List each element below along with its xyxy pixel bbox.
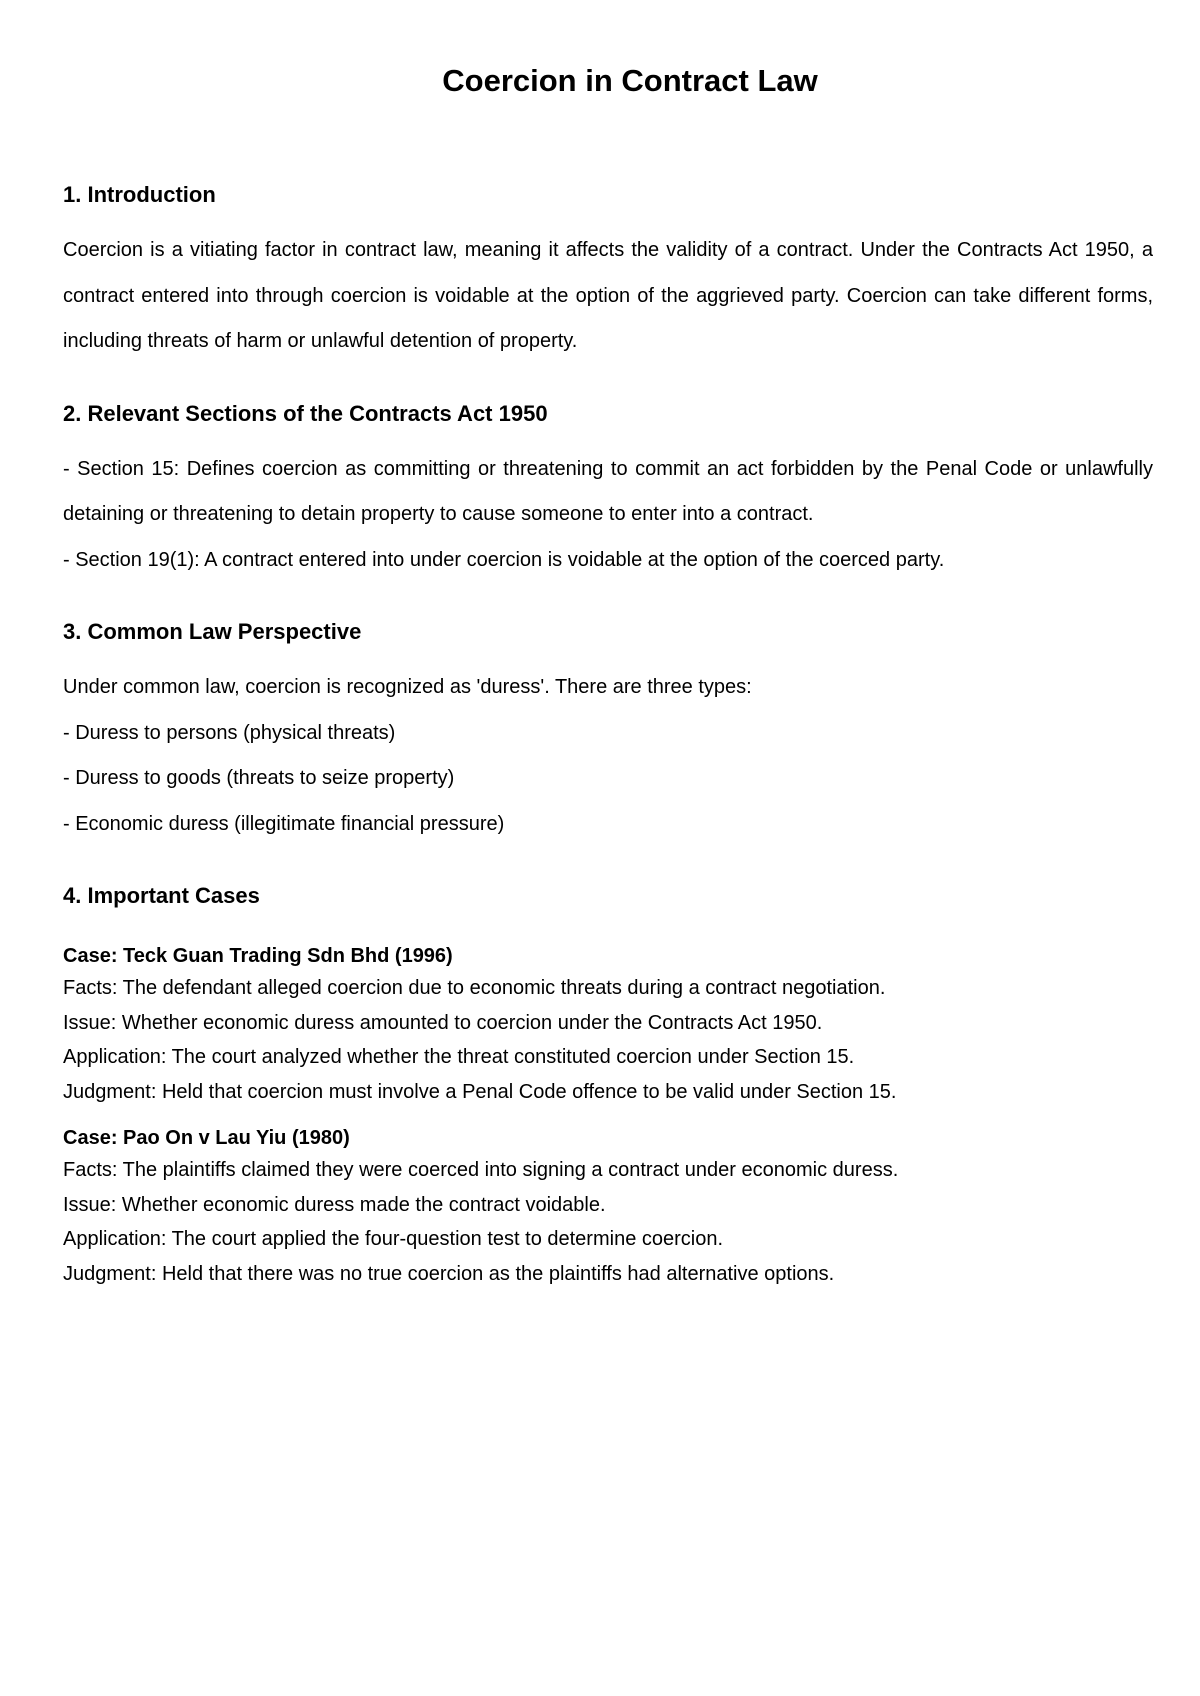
case-block	[63, 1123, 1153, 1291]
case-application: Application: The court analyzed whether the threat constituted coercion under Section 15.	[63, 1046, 855, 1068]
list-item: - Section 15: Defines coercion as committing or threatening to commit an act forbidden by the Penal Code or unlawfully detaining or threatening to detain property to cause someone to enter into a contract.	[63, 457, 1153, 525]
case-judgment: Judgment: Held that there was no true coercion as the plaintiffs had alternative options.	[63, 1262, 835, 1285]
section-introduction	[63, 180, 1153, 365]
case-issue: Issue: Whether economic duress amounted to coercion under the Contracts Act 1950.	[63, 1011, 823, 1034]
list-item: - Section 19(1): A contract entered into under coercion is voidable at the option of the coerced party.	[63, 548, 945, 571]
section-relevant-sections	[63, 399, 1153, 584]
case-title: Case: Pao On v Lau Yiu (1980)	[63, 1127, 350, 1149]
section-intro: Under common law, coercion is recognized as 'duress'. There are three types:	[63, 676, 752, 698]
sections-list	[63, 447, 1153, 584]
section-important-cases	[63, 881, 1153, 1291]
section-paragraph: Coercion is a vitiating factor in contract law, meaning it affects the validity of a contract. Under the Contracts Act 1950, a contract entered into through coercion is voidable at the option of the aggrieved party. Coercion can take different forms, including threats of harm or unlawful detention of property.	[63, 239, 1153, 352]
section-heading: 4. Important Cases	[63, 883, 260, 908]
section-heading: 2. Relevant Sections of the Contracts Act 1950	[63, 400, 548, 426]
list-item: - Duress to goods (threats to seize property)	[63, 767, 455, 789]
case-issue: Issue: Whether economic duress made the contract voidable.	[63, 1193, 606, 1216]
case-facts: Facts: The defendant alleged coercion due to economic threats during a contract negotiation.	[63, 977, 886, 999]
case-title: Case: Teck Guan Trading Sdn Bhd (1996)	[63, 945, 453, 967]
case-application: Application: The court applied the four-question test to determine coercion.	[63, 1228, 724, 1250]
case-block	[63, 941, 1153, 1109]
section-common-law	[63, 617, 1153, 847]
list-item: - Duress to persons (physical threats)	[63, 721, 396, 744]
case-facts: Facts: The plaintiffs claimed they were coerced into signing a contract under economic duress.	[63, 1159, 899, 1181]
duress-types-list	[63, 711, 1153, 848]
case-judgment: Judgment: Held that coercion must involve a Penal Code offence to be valid under Section 15.	[63, 1080, 897, 1103]
document-body	[63, 180, 1153, 1291]
section-heading: 1. Introduction	[63, 182, 216, 207]
list-item: - Economic duress (illegitimate financial pressure)	[63, 812, 505, 835]
document-title: Coercion in Contract Law	[442, 63, 818, 98]
section-heading: 3. Common Law Perspective	[63, 619, 362, 644]
